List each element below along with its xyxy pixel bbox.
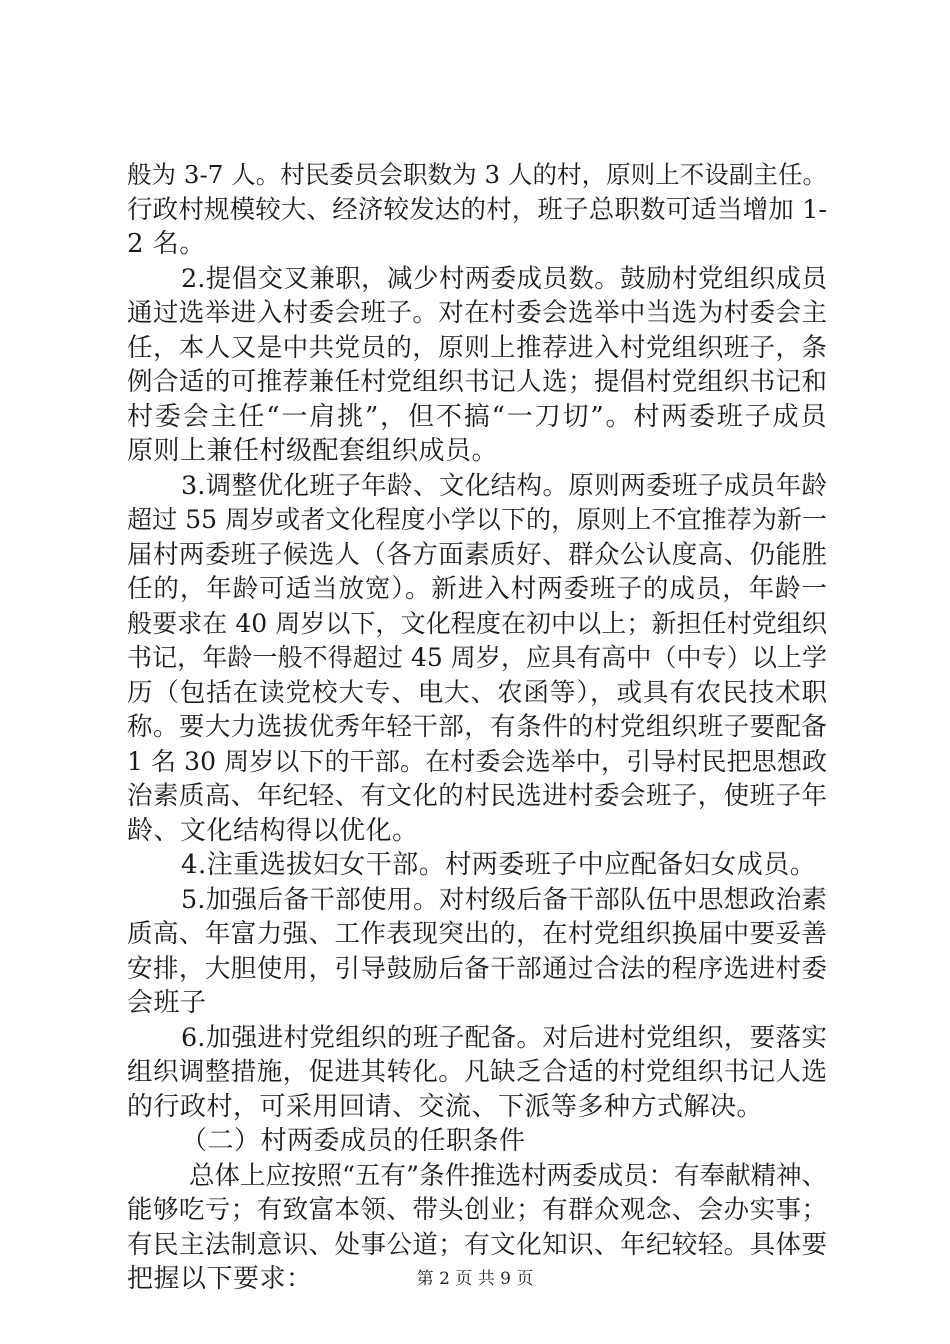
- text-line: 2 名。: [127, 229, 206, 259]
- paragraph-start-line: 5.加强后备干部使用。对村级后备干部队伍中思想政治素: [181, 884, 827, 915]
- paragraph-start-line: 总体上应按照“五有”条件推选村两委成员：有奉献精神、: [189, 1160, 828, 1191]
- text-line: 任的，年龄可适当放宽）。新进入村两委班子的成员，年龄一: [127, 574, 827, 604]
- text-line: 原则上兼任村级配套组织成员。: [127, 436, 499, 466]
- text-line: 例合适的可推荐兼任村党组织书记人选；提倡村党组织书记和: [127, 367, 827, 397]
- text-line: 超过 55 周岁或者文化程度小学以下的，原则上不宜推荐为新一: [127, 505, 827, 534]
- text-line: 组织调整措施，促进其转化。凡缺乏合适的村党组织书记人选: [127, 1057, 827, 1087]
- text-line: 历（包括在读党校大专、电大、农函等），或具有农民技术职: [127, 677, 827, 708]
- text-line: 书记，年龄一般不得超过 45 周岁，应具有高中（中专）以上学: [127, 643, 827, 672]
- text-line: 的行政村，可采用回请、交流、下派等多种方式解决。: [127, 1091, 764, 1122]
- text-line: 有民主法制意识、处事公道；有文化知识、年纪较轻。具体要: [127, 1229, 827, 1260]
- paragraph-start-line: 3.调整优化班子年龄、文化结构。原则两委班子成员年龄: [181, 470, 827, 501]
- paragraph-start-line: 2.提倡交叉兼职，减少村两委成员数。鼓励村党组织成员: [181, 263, 827, 294]
- paragraph-start-line: 4.注重选拔妇女干部。村两委班子中应配备妇女成员。: [181, 850, 817, 880]
- paragraph-start-line: 6.加强进村党组织的班子配备。对后进村党组织，要落实: [181, 1022, 827, 1053]
- section-heading: （二）村两委成员的任职条件: [181, 1126, 526, 1156]
- text-line: 届村两委班子候选人（各方面素质好、群众公认度高、仍能胜: [127, 539, 827, 570]
- text-line: 称。要大力选拔优秀年轻干部，有条件的村党组织班子要配备: [127, 712, 827, 742]
- text-line: 龄、文化结构得以优化。: [127, 815, 419, 846]
- text-line: 质高、年富力强、工作表现突出的，在村党组织换届中要妥善: [127, 919, 827, 949]
- text-line: 行政村规模较大、经济较发达的村，班子总职数可适当增加 1-: [127, 194, 827, 225]
- text-line: 1 名 30 周岁以下的干部。在村委会选举中，引导村民把思想政: [127, 746, 827, 776]
- text-line: 把握以下要求：: [127, 1264, 313, 1294]
- page-number-footer: 第 2 页 共 9 页: [416, 1269, 534, 1289]
- text-line: 任，本人又是中共党员的，原则上推荐进入村党组织班子，条: [127, 332, 827, 363]
- text-line: 会班子: [127, 988, 207, 1018]
- text-line: 村委会主任“一肩挑”，但不搞“一刀切”。村两委班子成员: [127, 401, 827, 432]
- document-body: [127, 158, 827, 1297]
- text-line: 通过选举进入村委会班子。对在村委会选举中当选为村委会主: [127, 298, 827, 328]
- text-line: 治素质高、年纪轻、有文化的村民选进村委会班子，使班子年: [127, 781, 827, 811]
- text-line: 能够吃亏；有致富本领、带头创业；有群众观念、会办实事；: [127, 1195, 827, 1225]
- text-line: 般要求在 40 周岁以下，文化程度在初中以上；新担任村党组织: [127, 608, 827, 638]
- text-line: 般为 3-7 人。村民委员会职数为 3 人的村，原则上不设副主任。: [127, 160, 827, 189]
- text-line: 安排，大胆使用，引导鼓励后备干部通过合法的程序选进村委: [127, 953, 827, 984]
